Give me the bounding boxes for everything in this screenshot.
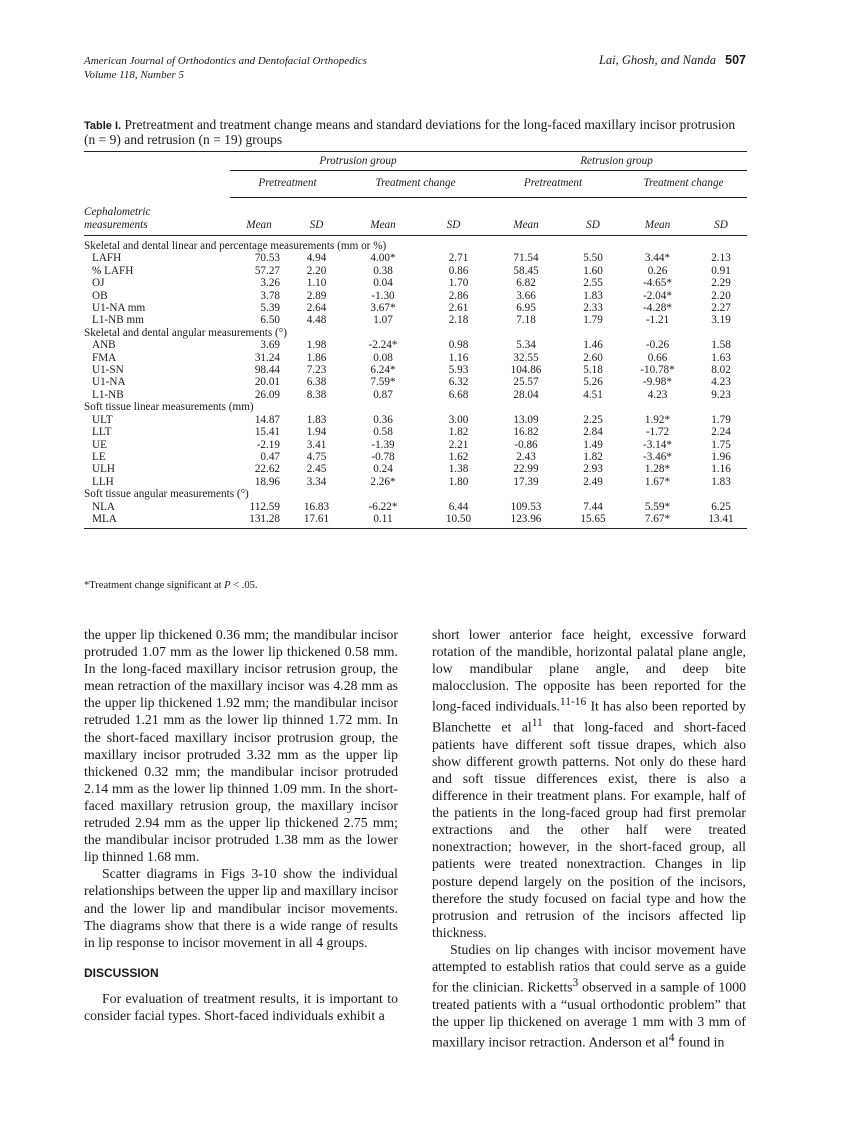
table-cell: -2.04*	[643, 289, 672, 302]
table-cell: 0.66	[647, 351, 668, 364]
table-row	[84, 252, 747, 264]
table-row	[84, 426, 747, 438]
col-mean: Mean	[370, 218, 396, 231]
table-cell: 2.55	[583, 277, 603, 290]
table-cell: 1.83	[583, 289, 603, 302]
measurement-label: LLH	[92, 475, 114, 488]
row-header-line1: Cephalometric	[84, 206, 151, 219]
measurement-label: ULH	[92, 463, 115, 476]
table-cell: 16.82	[513, 426, 539, 439]
text-run: Studies on lip changes with incisor movement have attempted to establish ratios that could serve as a guide for the clinician. Ricketts	[432, 941, 746, 995]
section-title: Skeletal and dental angular measurements (°)	[84, 326, 287, 339]
table-cell: 2.13	[711, 252, 731, 265]
table-cell: 4.23	[711, 376, 731, 389]
table-row	[84, 476, 747, 488]
table-cell: 0.36	[373, 413, 393, 426]
table-cell: 1.92*	[644, 413, 671, 426]
table-cell: 112.59	[249, 500, 280, 513]
table-row	[84, 352, 747, 364]
table-row	[84, 389, 747, 401]
section-heading-discussion: DISCUSSION	[84, 965, 159, 980]
table-cell: -10.78*	[640, 364, 675, 377]
measurement-label: U1-SN	[92, 364, 124, 377]
row-header	[84, 197, 230, 236]
table-cell: -3.46*	[643, 450, 672, 463]
table-cell: -4.28*	[643, 302, 672, 315]
table-cell: 1.86	[306, 351, 327, 364]
group-retrusion-header: Retrusion group	[486, 152, 747, 171]
table-cell: 6.25	[711, 500, 731, 513]
table-cell: -2.19	[256, 438, 280, 451]
table-row	[84, 314, 747, 326]
table-cell: 2.86	[448, 289, 469, 302]
table-cell: 8.38	[306, 388, 327, 401]
table-cell: 4.51	[583, 388, 603, 401]
table-cell: 4.75	[306, 450, 327, 463]
col-sd: SD	[714, 218, 728, 231]
table-cell: 5.34	[516, 339, 536, 352]
table-cell: 1.79	[711, 413, 731, 426]
table-cell: 0.98	[448, 339, 469, 352]
table-cell: 9.23	[711, 388, 731, 401]
table-cell: 16.83	[303, 500, 330, 513]
table-cell: 2.18	[448, 314, 469, 327]
table-cell: 1.62	[448, 450, 469, 463]
measurement-label: NLA	[92, 500, 115, 513]
table-cell: -2.24*	[368, 339, 398, 352]
table-cell: 17.61	[303, 512, 330, 525]
table-cell: 98.44	[254, 364, 280, 377]
subheader-protrusion-change: Treatment change	[345, 170, 486, 197]
table-cell: 5.50	[583, 252, 603, 265]
table-cell: -1.21	[645, 314, 670, 327]
right-text-column	[432, 626, 746, 1051]
table-cell: 2.71	[448, 252, 469, 265]
table-cell: 1.82	[448, 426, 469, 439]
table-cell: 4.23	[647, 388, 668, 401]
table-cell: 6.50	[260, 314, 280, 327]
measurement-label: L1-NB	[92, 388, 124, 401]
table-cell: 4.00*	[370, 252, 396, 265]
table-cell: 5.93	[448, 364, 469, 377]
table-cell: 2.20	[711, 289, 731, 302]
col-mean: Mean	[513, 218, 539, 231]
table-cell: 2.60	[583, 351, 603, 364]
table-cell: 7.59*	[370, 376, 396, 389]
table-cell: 0.08	[373, 351, 393, 364]
section-title: Soft tissue linear measurements (mm)	[84, 401, 254, 414]
table-cell: 70.53	[254, 252, 280, 265]
table-cell: 3.69	[260, 339, 280, 352]
measurement-label: LLT	[92, 426, 112, 439]
table-label: Table I.	[84, 120, 122, 132]
table-cell: 2.93	[583, 463, 603, 476]
table-cell: 2.21	[448, 438, 469, 451]
paragraph	[432, 626, 746, 941]
footnote-prefix: *Treatment change significant at	[84, 580, 225, 591]
table-cell: 1.70	[448, 277, 469, 290]
table-cell: 4.48	[306, 314, 327, 327]
table-row	[84, 290, 747, 302]
table-cell: 6.32	[448, 376, 469, 389]
measurement-label: U1-NA	[92, 376, 126, 389]
table-cell: 22.62	[254, 463, 280, 476]
col-sd: SD	[586, 218, 600, 231]
table-cell: -9.98*	[643, 376, 672, 389]
journal-volume: Volume 118, Number 5	[84, 69, 185, 81]
table-cell: 1.83	[306, 413, 327, 426]
table-cell: 7.23	[306, 364, 327, 377]
table-footnote	[84, 580, 258, 591]
paragraph: Scatter diagrams in Figs 3-10 show the individual relationships between the upper lip and maxillary incisor and the lower lip and mandibular incisor movements. The diagrams show that there is a wide range of results in lip response to incisor movement in all 4 groups.	[84, 866, 398, 950]
table-cell: 6.38	[306, 376, 327, 389]
text-run: It has also been reported by Blanchette et al	[432, 698, 746, 735]
table-cell: 7.18	[516, 314, 536, 327]
table-cell: 26.09	[254, 388, 280, 401]
text-run: found in	[674, 1034, 725, 1050]
table-row	[84, 414, 747, 426]
table-cell: -1.39	[371, 438, 395, 451]
table-cell: 6.44	[448, 500, 469, 513]
group-protrusion-header: Protrusion group	[230, 152, 486, 171]
table-row	[84, 463, 747, 475]
section-row	[84, 401, 747, 413]
table-cell: 109.53	[510, 500, 542, 513]
table-cell: 32.55	[513, 351, 539, 364]
table-cell: 25.57	[513, 376, 539, 389]
table-cell: 2.43	[516, 450, 536, 463]
table-cell: 1.10	[306, 277, 327, 290]
table-cell: 2.25	[583, 413, 603, 426]
table-cell: 0.91	[711, 264, 731, 277]
table-cell: 4.94	[306, 252, 327, 265]
table-row	[84, 451, 747, 463]
running-header-journal	[84, 54, 367, 82]
footnote-suffix: < .05.	[230, 580, 258, 591]
table-cell: 1.98	[306, 339, 327, 352]
table-cell: -1.30	[371, 289, 395, 302]
table-cell: 2.24	[711, 426, 731, 439]
table-cell: 1.83	[711, 475, 731, 488]
citation: 11	[531, 717, 543, 730]
table-cell: 0.47	[260, 450, 280, 463]
table-cell: 3.26	[260, 277, 280, 290]
table-cell: 0.58	[373, 426, 393, 439]
col-mean: Mean	[644, 218, 671, 231]
table-cell: 1.07	[373, 314, 393, 327]
table-cell: 0.87	[373, 388, 393, 401]
citation: 11-16	[559, 696, 587, 709]
table-cell: 6.95	[516, 302, 536, 315]
table-caption-text: Pretreatment and treatment change means and standard deviations for the long-faced maxillary incisor protrusion (n = 9) and retrusion (n = 19) groups	[84, 117, 736, 147]
table-cell: 7.44	[583, 500, 603, 513]
table-cell: 123.96	[510, 512, 542, 525]
paragraph: the upper lip thickened 0.36 mm; the mandibular incisor protruded 1.07 mm as the lower lip thickened 0.58 mm. In the long-faced maxillary incisor retrusion group, the mean retraction of the maxillary incisor was 4.28 mm as the upper lip thickened 1.92 mm; the mandibular incisor retruded 1.21 mm as the lower lip thinned 1.72 mm. In the short-faced maxillary incisor protrusion group, the maxillary incisor protruded 3.32 mm as the upper lip thickened 0.32 mm; the mandibular incisor protruded 2.14 mm as the lower lip thinned 1.09 mm. In the short-faced maxillary retrusion group, the maxillary incisor retruded 2.94 mm as the upper lip thickened 2.75 mm; the mandibular incisor protruded 1.38 mm as the lower lip thinned 1.68 mm.	[84, 627, 398, 865]
table-cell: 3.78	[260, 289, 280, 302]
col-sd: SD	[309, 218, 324, 231]
table-cell: 6.68	[448, 388, 469, 401]
table-caption	[84, 118, 746, 147]
table-cell: 2.49	[583, 475, 603, 488]
table-row	[84, 265, 747, 277]
table-cell: 2.27	[711, 302, 731, 315]
measurement-label: LE	[92, 450, 106, 463]
table-row	[84, 364, 747, 376]
measurement-label: UE	[92, 438, 107, 451]
paragraph: For evaluation of treatment results, it is important to consider facial types. Short-faced individuals exhibit a	[84, 990, 398, 1023]
measurement-label: OJ	[92, 277, 105, 290]
table-cell: 1.75	[711, 438, 731, 451]
table-cell: 2.33	[583, 302, 603, 315]
measurement-label: ANB	[92, 339, 116, 352]
table-cell: -4.65*	[643, 277, 672, 290]
text-run: that long-faced and short-faced patients have different soft tissue drapes, which also show different growth patterns. Not only do these hard and soft tissue differences exist, there is also a difference in their treatment plans. For example, half of the patients in the long-faced group had first premolar extractions and the other half were treated nonextraction; however, in the short-faced group, all patients were treated nonextraction. Changes in lip posture depend largely on the position of the incisors, therefore the study focused on facial type and how the protrusion and retrusion of the incisors affected lip thickness.	[432, 719, 746, 940]
running-header-authors: Lai, Ghosh, and Nanda	[598, 53, 717, 67]
table-cell: 5.59*	[644, 500, 671, 513]
data-table	[84, 151, 747, 529]
table-row	[84, 501, 747, 513]
table-cell: -3.14*	[643, 438, 672, 451]
table-cell: 0.38	[373, 264, 393, 277]
measurement-label: OB	[92, 289, 108, 302]
table-cell: 1.28*	[644, 463, 671, 476]
table-cell: 31.24	[254, 351, 280, 364]
table-cell: 17.39	[513, 475, 539, 488]
table-cell: 1.80	[448, 475, 469, 488]
section-row	[84, 327, 747, 339]
measurement-label: % LAFH	[92, 264, 134, 277]
table-cell: 6.82	[516, 277, 536, 290]
table-cell: 28.04	[513, 388, 539, 401]
table-cell: -0.86	[514, 438, 538, 451]
table-cell: -0.26	[645, 339, 670, 352]
table-cell: 0.04	[373, 277, 393, 290]
measurement-label: U1-NA mm	[92, 302, 146, 315]
table-row	[84, 339, 747, 351]
table-cell: 20.01	[254, 376, 280, 389]
table-cell: 2.64	[306, 302, 327, 315]
footnote-variable: P	[224, 580, 231, 591]
table-cell: 1.60	[583, 264, 603, 277]
table-cell: 3.41	[306, 438, 327, 451]
table-body	[84, 236, 747, 529]
table-row	[84, 513, 747, 529]
paragraph	[432, 941, 746, 1051]
table-cell: -6.22*	[368, 500, 398, 513]
table-cell: 8.02	[711, 364, 731, 377]
table-cell: 0.11	[373, 512, 393, 525]
table-cell: 104.86	[510, 364, 542, 377]
table-cell: 3.19	[711, 314, 731, 327]
table-cell: 5.18	[583, 364, 603, 377]
journal-title: American Journal of Orthodontics and Dentofacial Orthopedics	[84, 55, 367, 67]
left-text-column	[84, 626, 398, 1024]
table-cell: 3.44*	[644, 252, 671, 265]
table-cell: 1.16	[448, 351, 469, 364]
table-cell: 1.67*	[644, 475, 671, 488]
table-cell: 1.82	[583, 450, 603, 463]
table-row	[84, 277, 747, 289]
table-cell: 71.54	[513, 252, 539, 265]
table-cell: 1.79	[583, 314, 603, 327]
table-cell: 131.28	[249, 512, 280, 525]
table-cell: 10.50	[445, 512, 472, 525]
table-cell: 13.41	[708, 512, 734, 525]
table-row	[84, 376, 747, 388]
table-cell: 0.86	[448, 264, 469, 277]
table-cell: 5.39	[260, 302, 280, 315]
table-row	[84, 439, 747, 451]
table-cell: 15.41	[254, 426, 280, 439]
text-run: short lower anterior face height, excessive forward rotation of the mandible, horizontal palatal plane angle, low mandibular plane angle, and deep bite malocclusion. The opposite has been reported for the long-faced individuals.	[432, 627, 746, 714]
table-cell: 1.58	[711, 339, 731, 352]
table-cell: 1.38	[448, 463, 469, 476]
section-title: Soft tissue angular measurements (°)	[84, 488, 249, 501]
table-cell: 2.26*	[370, 475, 396, 488]
subheader-retrusion-change: Treatment change	[620, 170, 747, 197]
table-cell: 58.45	[513, 264, 539, 277]
table-cell: 22.99	[513, 463, 539, 476]
col-sd: SD	[446, 218, 461, 231]
table-cell: 0.26	[647, 264, 668, 277]
table-cell: 1.16	[711, 463, 731, 476]
table-cell: 0.24	[373, 463, 393, 476]
table-cell: 2.20	[306, 264, 327, 277]
text-run: observed in a sample of 1000 treated patients with a “usual orthodontic problem” that the upper lip thickened on average 1 mm with 3 mm of maxillary incisor retraction. Anderson et al	[432, 979, 746, 1050]
table-cell: -1.72	[645, 426, 670, 439]
measurement-label: ULT	[92, 413, 113, 426]
measurement-label: MLA	[92, 512, 117, 525]
table-cell: 18.96	[254, 475, 280, 488]
table-cell: 3.67*	[370, 302, 396, 315]
table-cell: 2.84	[583, 426, 603, 439]
row-header-line2: measurements	[84, 218, 148, 231]
running-header-right	[599, 53, 746, 68]
table-cell: 5.26	[583, 376, 603, 389]
table-cell: 1.96	[711, 450, 731, 463]
page-number: 507	[725, 53, 746, 67]
measurement-label: FMA	[92, 351, 117, 364]
measurement-label: LAFH	[92, 252, 122, 265]
table-cell: 1.49	[583, 438, 603, 451]
citation: 3	[572, 977, 579, 990]
table-cell: 7.67*	[644, 512, 671, 525]
table-cell: 2.29	[711, 277, 731, 290]
table-cell: 1.46	[583, 339, 603, 352]
measurement-label: L1-NB mm	[92, 314, 144, 327]
table-cell: 1.63	[711, 351, 731, 364]
table-cell: 14.87	[254, 413, 280, 426]
table-cell: 2.61	[448, 302, 469, 315]
section-title: Skeletal and dental linear and percentage measurements (mm or %)	[84, 240, 387, 252]
table-cell: 3.00	[448, 413, 469, 426]
table-cell: 2.89	[306, 289, 327, 302]
table-cell: 1.94	[306, 426, 327, 439]
table-cell: 13.09	[513, 413, 539, 426]
table-cell: 15.65	[580, 512, 606, 525]
table-cell: -0.78	[371, 450, 395, 463]
table-cell: 57.27	[254, 264, 280, 277]
table-cell: 3.34	[306, 475, 327, 488]
table-cell: 6.24*	[370, 364, 396, 377]
citation: 4	[668, 1031, 675, 1044]
table-cell: 2.45	[306, 463, 327, 476]
subheader-protrusion-pretreatment: Pretreatment	[230, 170, 345, 197]
subheader-retrusion-pretreatment: Pretreatment	[486, 170, 620, 197]
section-row	[84, 488, 747, 500]
table-cell: 3.66	[516, 289, 536, 302]
table-row	[84, 302, 747, 314]
col-mean: Mean	[246, 218, 272, 231]
section-row	[84, 236, 747, 253]
